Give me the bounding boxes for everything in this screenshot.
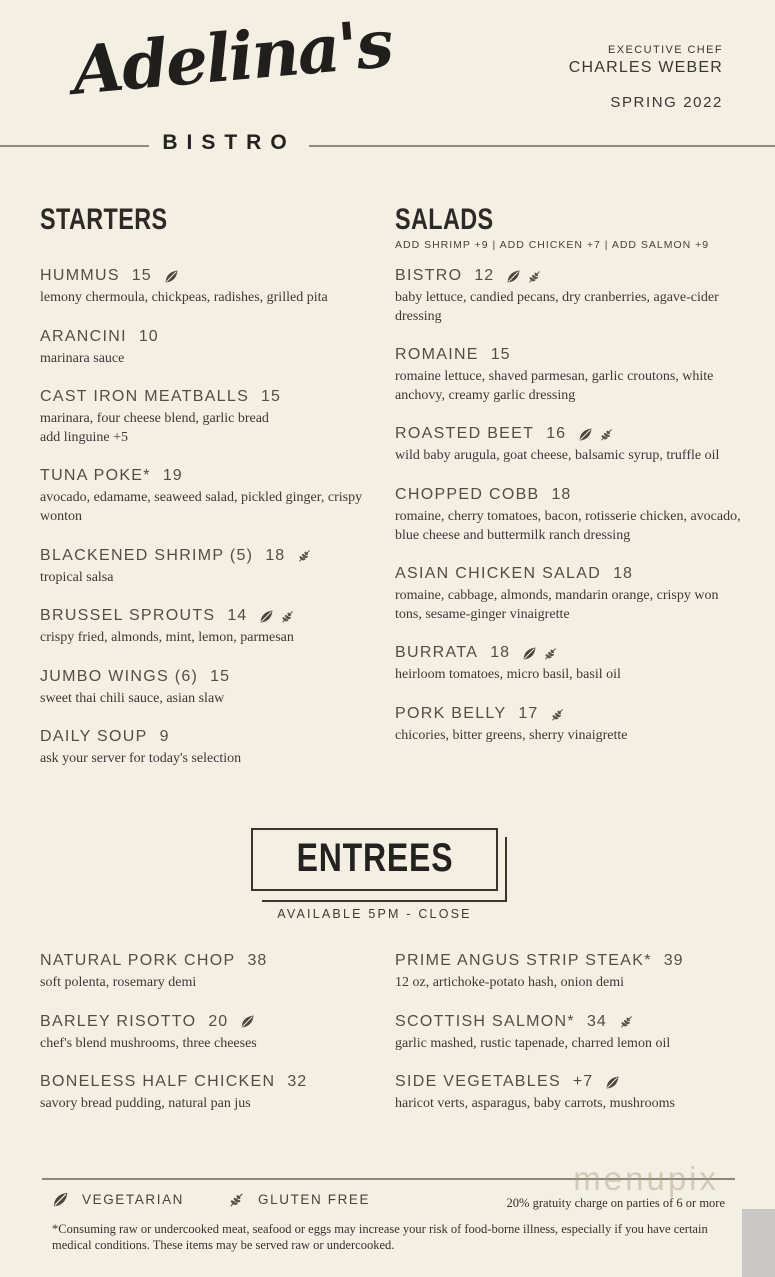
item-name: BURRATA [395,644,479,662]
vegetarian-icon [522,646,537,661]
section-salads [395,203,741,789]
menu-item [40,1073,395,1114]
vegetarian-icon [52,1191,69,1208]
item-header [40,467,395,485]
item-header [395,1013,741,1031]
item-header [395,486,741,504]
item-name: BISTRO [395,267,463,284]
item-description: romaine, cabbage, almonds, mandarin orange, crispy won tons, sesame-ginger vinaigrette [395,588,719,622]
section-title-entrees: ENTREES [296,836,453,880]
item-description: romaine lettuce, shaved parmesan, garlic croutons, white anchovy, creamy garlic dressing [395,369,714,403]
item-header [395,644,741,662]
item-name: BRUSSEL SPROUTS [40,607,216,625]
gluten-free-icon [280,609,295,624]
item-name: BARLEY RISOTTO [40,1012,197,1030]
item-price: 19 [162,467,183,485]
item-name: CAST IRON MEATBALLS [40,388,250,406]
vegetarian-icon [164,269,179,284]
item-header [395,346,741,364]
vegetarian-icon [605,1075,620,1090]
item-header [40,1013,395,1031]
item-name: TUNA POKE* [40,467,151,485]
menu-item [395,346,741,405]
chef-name: CHARLES WEBER [568,59,723,76]
item-description: romaine, cherry tomatoes, bacon, rotisserie chicken, avocado, blue cheese and buttermilk ranch dressing [395,509,741,543]
entrees-sections [40,952,741,1134]
menu-item [40,607,395,648]
menu-item [395,1073,741,1114]
top-sections [40,203,741,789]
legend-vegetarian [52,1191,184,1208]
item-header [40,607,395,625]
item-name: PORK BELLY [395,705,507,723]
item-header [40,267,395,285]
item-header [395,565,741,583]
dietary-legend [52,1191,370,1208]
menu-item [40,1013,395,1054]
salads-addons: ADD SHRIMP +9 | ADD CHICKEN +7 | ADD SALMON +9 [395,239,710,251]
item-name: HUMMUS [40,267,120,284]
gluten-free-icon [550,707,565,722]
section-title-starters: STARTERS [40,203,168,236]
item-description: 12 oz, artichoke-potato hash, onion demi [395,975,624,990]
item-name: NATURAL PORK CHOP [40,952,236,969]
gluten-free-icon [619,1014,634,1029]
item-name: ROASTED BEET [395,425,535,443]
item-price: 20 [208,1012,229,1030]
item-header [395,1073,741,1091]
vegetarian-icon [240,1014,255,1029]
logo-bistro [118,131,340,155]
gluten-free-icon [228,1191,245,1208]
item-name: CHOPPED COBB [395,486,540,504]
item-price: 12 [474,267,495,284]
gluten-free-icon [543,646,558,661]
legend-vegetarian-label: VEGETARIAN [82,1192,185,1207]
season-label: SPRING 2022 [610,94,723,111]
section-starters [40,203,395,789]
item-name: ASIAN CHICKEN SALAD [395,565,602,583]
logo-script: Adelina's [69,4,395,110]
item-header [40,328,395,346]
item-price: 9 [159,728,170,746]
item-price: 10 [138,327,159,345]
menu-item [40,467,395,526]
item-description: avocado, edamame, seaweed salad, pickled ginger, crispy wonton [40,490,363,525]
item-price: 39 [663,952,684,969]
item-name: SIDE VEGETABLES [395,1073,561,1091]
menu-item [395,705,741,746]
item-description: baby lettuce, candied pecans, dry cranberries, agave-cider dressing [395,290,719,324]
item-name: JUMBO WINGS (6) [40,667,199,685]
disclaimer: *Consuming raw or undercooked meat, seafood or eggs may increase your risk of food-borne illness, especially if you have certain medical conditions. These items may be served raw or undercooked. [52,1222,708,1253]
item-description: crispy fried, almonds, mint, lemon, parmesan [40,630,294,646]
menu-item [40,952,395,993]
menu-item [40,668,395,709]
page-corner-shadow [742,1209,775,1277]
item-header [40,388,395,406]
item-description: savory bread pudding, natural pan jus [40,1096,251,1112]
entrees-box-shadow [262,837,508,902]
item-name: ROMAINE [395,346,479,364]
item-header [395,267,741,285]
item-price: 38 [247,952,268,969]
menu-item [395,486,741,545]
item-name: BONELESS HALF CHICKEN [40,1073,276,1091]
item-description: garlic mashed, rustic tapenade, charred lemon oil [395,1035,671,1051]
item-description: marinara, four cheese blend, garlic bread [40,411,269,427]
item-name: PRIME ANGUS STRIP STEAK* [395,952,652,969]
item-description: chicories, bitter greens, sherry vinaigrette [395,728,628,744]
item-price: 15 [261,388,281,406]
item-price: 15 [490,346,511,364]
item-price: +7 [572,1073,594,1091]
item-note: add linguine +5 [40,429,128,445]
item-header [395,952,741,970]
item-description: marinara sauce [40,350,125,366]
item-description: haricot verts, asparagus, baby carrots, mushrooms [395,1096,675,1112]
item-description: wild baby arugula, goat cheese, balsamic syrup, truffle oil [395,448,720,464]
item-description: ask your server for today's selection [40,751,242,767]
entrees-banner [0,828,775,921]
item-price: 18 [551,486,572,504]
item-header [395,705,741,723]
item-header [40,668,395,686]
menu-item [40,547,395,588]
menu-item [395,267,741,326]
vegetarian-icon [259,609,274,624]
menu-item [40,388,395,447]
gluten-free-icon [599,427,614,442]
section-title-salads: SALADS [395,203,494,236]
item-description: soft polenta, rosemary demi [40,975,197,990]
item-price: 14 [227,607,248,625]
item-price: 34 [586,1012,607,1030]
vegetarian-icon [506,269,521,284]
item-price: 18 [613,565,633,583]
legend-gluten-free-label: GLUTEN FREE [258,1192,371,1207]
menu-item [395,952,741,993]
legend-gluten-free [228,1191,370,1208]
menu-item [395,425,741,466]
menu-item [395,644,741,685]
item-description: tropical salsa [40,569,114,585]
item-name: ARANCINI [40,327,127,345]
item-price: 17 [518,705,539,723]
menu-item [40,728,395,769]
gluten-free-icon [527,269,542,284]
gratuity-note: 20% gratuity charge on parties of 6 or more [506,1196,725,1210]
item-header [40,952,395,970]
item-price: 15 [131,267,152,284]
item-price: 15 [210,667,230,685]
entrees-box [251,828,499,891]
header-divider [0,145,775,147]
item-header [40,728,395,746]
item-name: BLACKENED SHRIMP (5) [40,546,254,564]
menu-item [395,1013,741,1054]
logo-bistro-label: BISTRO [149,131,308,155]
item-price: 32 [287,1073,308,1091]
entrees-left-column [40,952,395,1134]
item-header [40,547,395,565]
item-header [395,425,741,443]
item-price: 18 [490,644,510,662]
gluten-free-icon [297,548,312,563]
chef-block [569,44,723,111]
item-header [40,1073,395,1091]
entrees-right-column [395,952,741,1134]
entrees-availability: AVAILABLE 5PM - CLOSE [277,907,472,921]
menu-item [40,328,395,369]
item-description: lemony chermoula, chickpeas, radishes, grilled pita [40,290,328,305]
menu-item [395,565,741,624]
item-price: 16 [546,425,566,443]
item-description: heirloom tomatoes, micro basil, basil oil [395,667,621,683]
item-description: sweet thai chili sauce, asian slaw [40,690,225,706]
vegetarian-icon [578,427,593,442]
item-name: DAILY SOUP [40,728,148,746]
item-description: chef's blend mushrooms, three cheeses [40,1035,257,1051]
item-price: 18 [265,546,286,564]
item-name: SCOTTISH SALMON* [395,1012,575,1030]
chef-title: EXECUTIVE CHEF [608,44,723,56]
menu-item [40,267,395,308]
watermark: menupix [573,1160,719,1197]
